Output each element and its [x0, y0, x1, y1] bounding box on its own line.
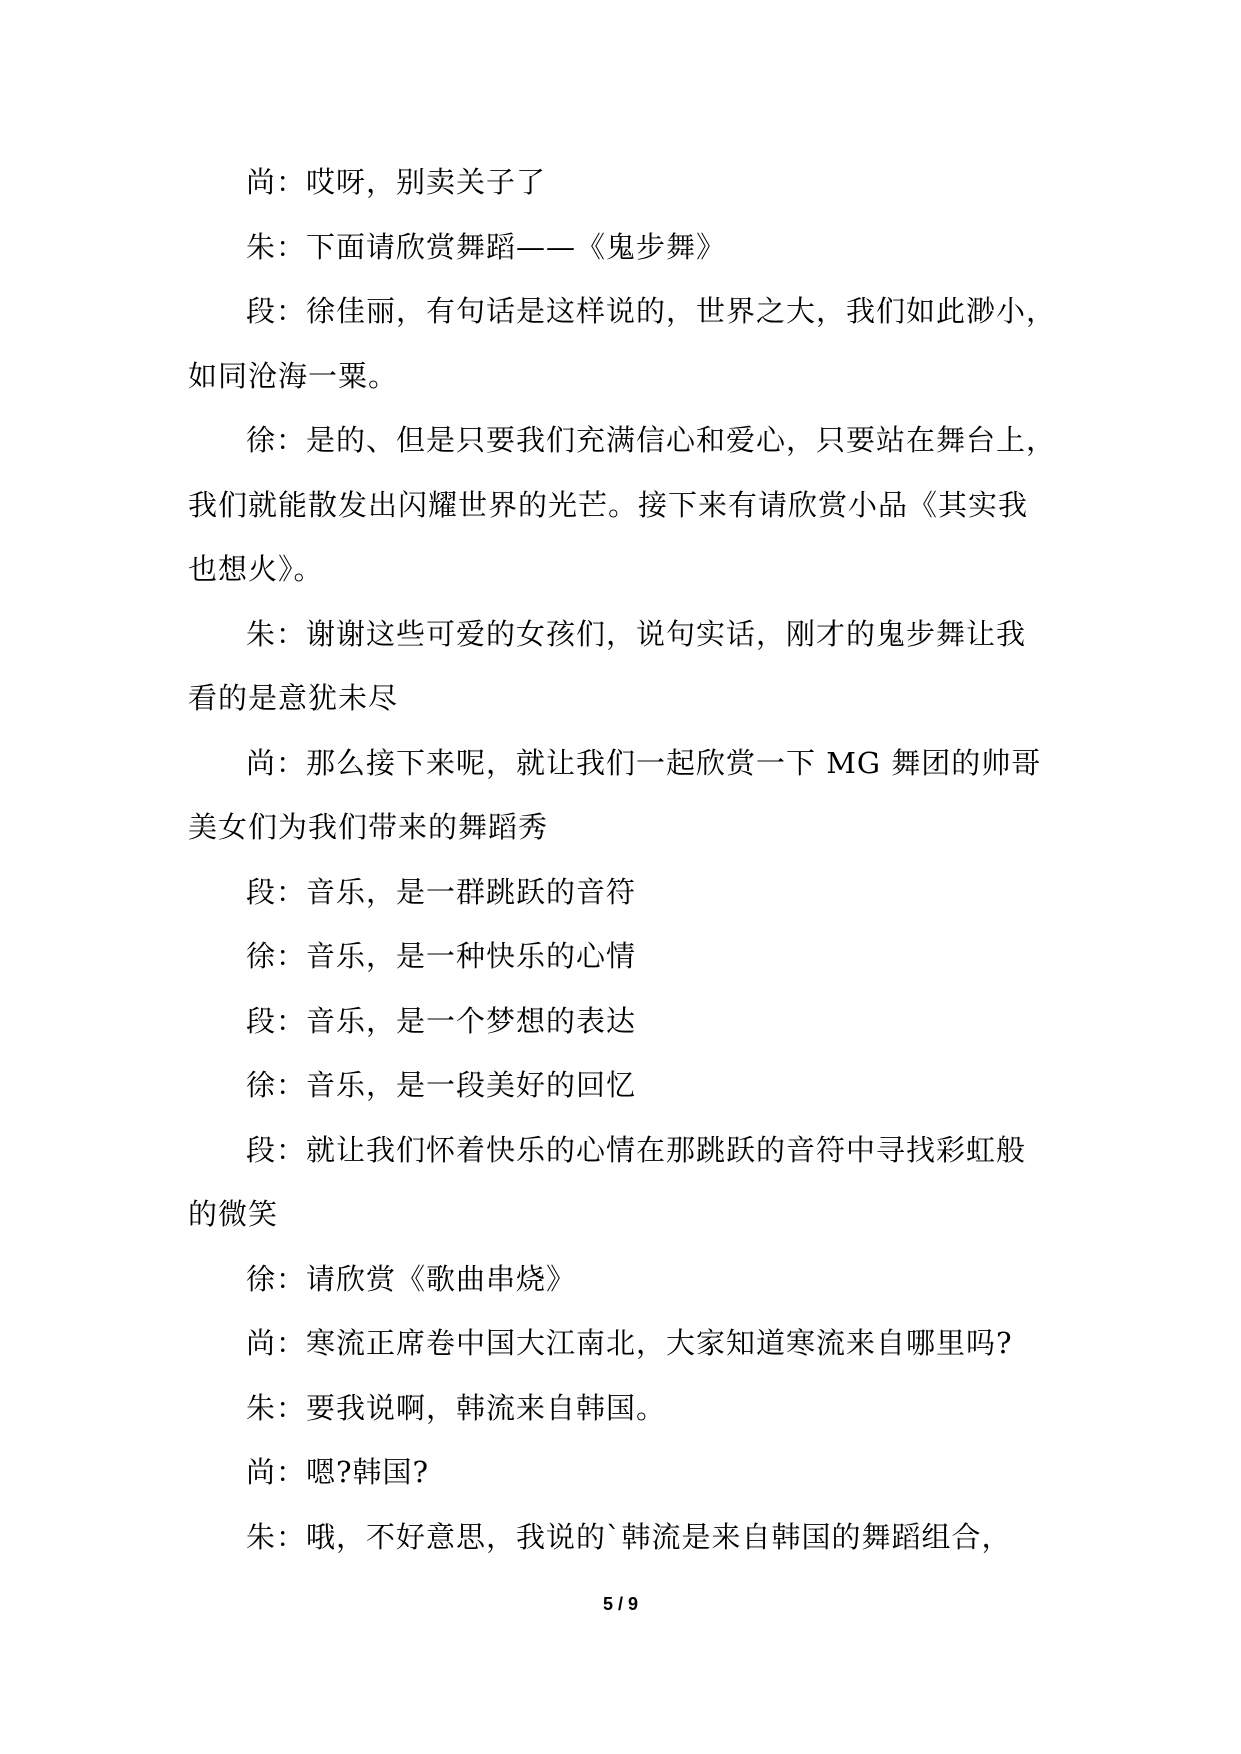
text-line: 尚：那么接下来呢，就让我们一起欣赏一下 MG 舞团的帅哥 — [246, 745, 1042, 780]
text-line: 徐：请欣赏《歌曲串烧》 — [246, 1261, 577, 1296]
dialogue-paragraph — [188, 1118, 1088, 1247]
dialogue-paragraph — [188, 1376, 1088, 1441]
text-line: 尚：寒流正席卷中国大江南北，大家知道寒流来自哪里吗? — [246, 1326, 1013, 1360]
text-line: 朱：谢谢这些可爱的女孩们，说句实话，刚才的鬼步舞让我 — [246, 616, 1027, 651]
text-line: 朱：要我说啊，韩流来自韩国。 — [246, 1390, 667, 1425]
text-line: 如同沧海一粟。 — [188, 358, 399, 393]
dialogue-paragraph — [188, 1505, 1088, 1570]
dialogue-paragraph — [188, 1247, 1088, 1312]
text-line: 朱：下面请欣赏舞蹈——《鬼步舞》 — [246, 229, 727, 264]
dialogue-paragraph — [188, 215, 1088, 280]
dialogue-paragraph — [188, 989, 1088, 1054]
text-line: 尚：哎呀，别卖关子了 — [246, 165, 547, 199]
dialogue-paragraph — [188, 408, 1088, 602]
text-line: 段：徐佳丽，有句话是这样说的，世界之大，我们如此渺小， — [246, 294, 1057, 328]
dialogue-paragraph — [188, 1311, 1088, 1376]
text-line: 段：就让我们怀着快乐的心情在那跳跃的音符中寻找彩虹般 — [246, 1132, 1027, 1167]
dialogue-paragraph — [188, 602, 1088, 731]
text-line: 徐：音乐，是一种快乐的心情 — [246, 939, 637, 973]
dialogue-paragraph — [188, 731, 1088, 860]
page-number: 5 / 9 — [602, 1594, 639, 1614]
text-line: 的微笑 — [188, 1197, 279, 1231]
dialogue-paragraph — [188, 279, 1088, 408]
dialogue-paragraph — [188, 860, 1088, 925]
text-line: 段：音乐，是一群跳跃的音符 — [246, 874, 637, 909]
text-line: 尚：嗯?韩国? — [246, 1455, 430, 1489]
text-line: 段：音乐，是一个梦想的表达 — [246, 1003, 637, 1038]
script-body — [188, 150, 1088, 1569]
text-line: 徐：音乐，是一段美好的回忆 — [246, 1068, 637, 1102]
text-line: 美女们为我们带来的舞蹈秀 — [188, 810, 549, 844]
text-line: 我们就能散发出闪耀世界的光芒。接下来有请欣赏小品《其实我 — [188, 487, 1029, 522]
text-line: 也想火》。 — [188, 552, 324, 586]
text-line: 看的是意犹未尽 — [188, 681, 399, 715]
text-line: 朱：哦，不好意思，我说的`韩流是来自韩国的舞蹈组合， — [246, 1519, 1012, 1554]
dialogue-paragraph — [188, 1440, 1088, 1505]
dialogue-paragraph — [188, 150, 1088, 215]
dialogue-paragraph — [188, 924, 1088, 989]
dialogue-paragraph — [188, 1053, 1088, 1118]
text-line: 徐：是的、但是只要我们充满信心和爱心，只要站在舞台上， — [246, 423, 1057, 457]
